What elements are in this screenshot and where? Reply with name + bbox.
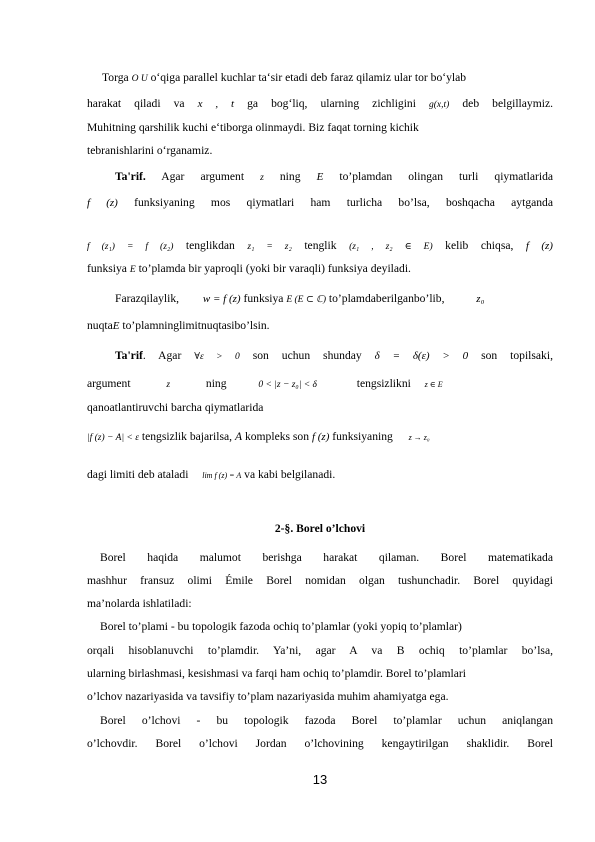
- text-span: funksiyaning: [332, 430, 393, 443]
- math-inline: E: [112, 320, 120, 332]
- text-span: ga bog‘liq, ularning zichligini: [247, 97, 416, 110]
- text-span: va kabi belgilanadi.: [244, 468, 336, 481]
- paragraph-line: [87, 319, 553, 333]
- math-inline: E (E ⊂ ℂ): [286, 295, 326, 305]
- paragraph-line: Borel to’plami - bu topologik fazoda ochiq to’plamlar (yoki yopiq to’plamlar): [100, 620, 462, 633]
- text-span: argument: [87, 377, 131, 390]
- math-inline: E: [316, 171, 324, 183]
- text-span: kelib chiqsa,: [445, 239, 514, 252]
- text-span: nuqta: [87, 319, 113, 332]
- paragraph-line: Borel o’lchovi - bu topologik fazoda Borel to’plamlar uchun aniqlangan: [100, 714, 553, 727]
- math-inline: w = f (z): [202, 293, 241, 305]
- definition-line: [115, 170, 553, 185]
- math-inline: A: [234, 430, 243, 443]
- paragraph-line: o’lchovdir. Borel o’lchovi Jordan o’lchovining kengaytirilgan shaklidir. Borel: [87, 737, 553, 750]
- text-span: dagi limiti deb ataladi: [87, 468, 189, 481]
- text-span: to’plamdaberilganbo’lib,: [328, 292, 445, 305]
- paragraph-line: tebranishlarini o‘rganamiz.: [87, 144, 213, 157]
- page-number: 13: [312, 772, 328, 787]
- math-inline: f (z₁) = f (z₂): [87, 242, 174, 252]
- text-span: to’plamninglimitnuqtasibo’lsin.: [122, 319, 270, 332]
- text-span: funksiyaning mos qiymatlari ham turlicha bo’lsa, boshqacha aytganda: [134, 196, 554, 209]
- math-inline: ∀ε > 0: [194, 352, 240, 362]
- paragraph-line: ma’nolarda ishlatiladi:: [87, 597, 192, 610]
- paragraph-line: o’lchov nazariyasida va tavsifiy to’plam nazariyasida muhim ahamiyatga ega.: [87, 690, 449, 703]
- math-inline: E: [129, 265, 136, 275]
- math-inline: lim f (z) = A: [202, 471, 242, 480]
- math-inline: z₀: [476, 293, 485, 305]
- math-inline: z: [260, 173, 264, 183]
- text-span: o‘qiga parallel kuchlar ta‘sir etadi deb faraz qilamiz ular tor bo‘ylab: [150, 71, 467, 84]
- math-inline: |f (z) − A| < ε: [87, 433, 139, 443]
- definition-line: [87, 262, 553, 277]
- math-inline: z → z₀: [408, 433, 430, 442]
- definition-line: [87, 196, 553, 210]
- definition-line: qanoatlantiruvchi barcha qiymatlarida: [87, 401, 264, 414]
- math-inline: f (z): [311, 431, 330, 443]
- math-inline: (z₁ , z₂ ∈ E): [349, 242, 433, 252]
- paragraph-line: [115, 292, 553, 307]
- paragraph-line: orqali hisoblanuvchi to’plamdir. Ya’ni, agar A va B ochiq to’plamlar bo’lsa,: [87, 644, 553, 657]
- definition-label: Ta'rif.: [115, 170, 146, 183]
- definition-line: [87, 239, 553, 254]
- math-inline: δ = δ(ε) > 0: [374, 350, 469, 362]
- math-inline: f (z): [525, 240, 553, 252]
- text-span: tengsizlik bajarilsa,: [141, 430, 233, 443]
- paragraph-line: mashhur fransuz olimi Émile Borel nomidan olgan tushunchadir. Borel quyidagi: [87, 574, 553, 587]
- section-heading: 2-§. Borel o’lchovi: [274, 522, 366, 535]
- paragraph-line: Muhitning qarshilik kuchi e‘tiborga olinmaydi. Biz faqat torning kichik: [87, 121, 419, 134]
- text-span: funksiya: [87, 262, 127, 275]
- text-span: ning: [279, 170, 301, 183]
- paragraph-line: [102, 71, 553, 86]
- text-span: to’plamda bir yaproqli (yoki bir varaqli) funksiya deyiladi.: [138, 262, 411, 275]
- text-span: tengsizlikni: [356, 377, 411, 390]
- math-inline: z₁ = z₂: [247, 242, 292, 252]
- definition-line: [115, 349, 553, 364]
- paragraph-line: ularning birlashmasi, kesishmasi va farqi ham ochiq to’plamdir. Borel to’plamlari: [87, 667, 466, 680]
- text-span: Farazqilaylik,: [115, 292, 180, 305]
- text-span: funksiya: [243, 292, 284, 305]
- paragraph-line: [87, 97, 553, 112]
- math-inline: z: [166, 380, 171, 390]
- text-span: harakat qiladi va: [87, 97, 185, 110]
- math-inline: g(x,t): [429, 100, 450, 110]
- text-span: Torga: [102, 71, 129, 84]
- math-inline: x , t: [197, 98, 235, 110]
- text-span: kompleks son: [244, 430, 310, 443]
- definition-line: [87, 430, 553, 445]
- text-span: Agar argument: [161, 170, 245, 183]
- text-span: ning: [205, 377, 227, 390]
- text-span: deb belgillaymiz.: [462, 97, 553, 110]
- definition-line: [87, 468, 553, 483]
- text-span: son uchun shunday: [252, 349, 362, 362]
- text-span: tenglikdan: [185, 239, 235, 252]
- paragraph-line: Borel haqida malumot berishga harakat qilaman. Borel matematikada: [100, 551, 553, 564]
- text-span: son topilsaki,: [481, 349, 553, 362]
- text-span: tenglik: [304, 239, 337, 252]
- math-inline: O U: [131, 74, 148, 84]
- math-inline: f (z): [87, 197, 118, 209]
- math-inline: 0 < |z − z₀| < δ: [258, 380, 317, 390]
- math-inline: z ∈ E: [424, 380, 443, 389]
- definition-line: [87, 377, 553, 392]
- text-span: . Agar: [142, 349, 182, 362]
- text-span: to’plamdan olingan turli qiymatlarida: [339, 170, 554, 183]
- definition-label: Ta'rif: [115, 349, 143, 362]
